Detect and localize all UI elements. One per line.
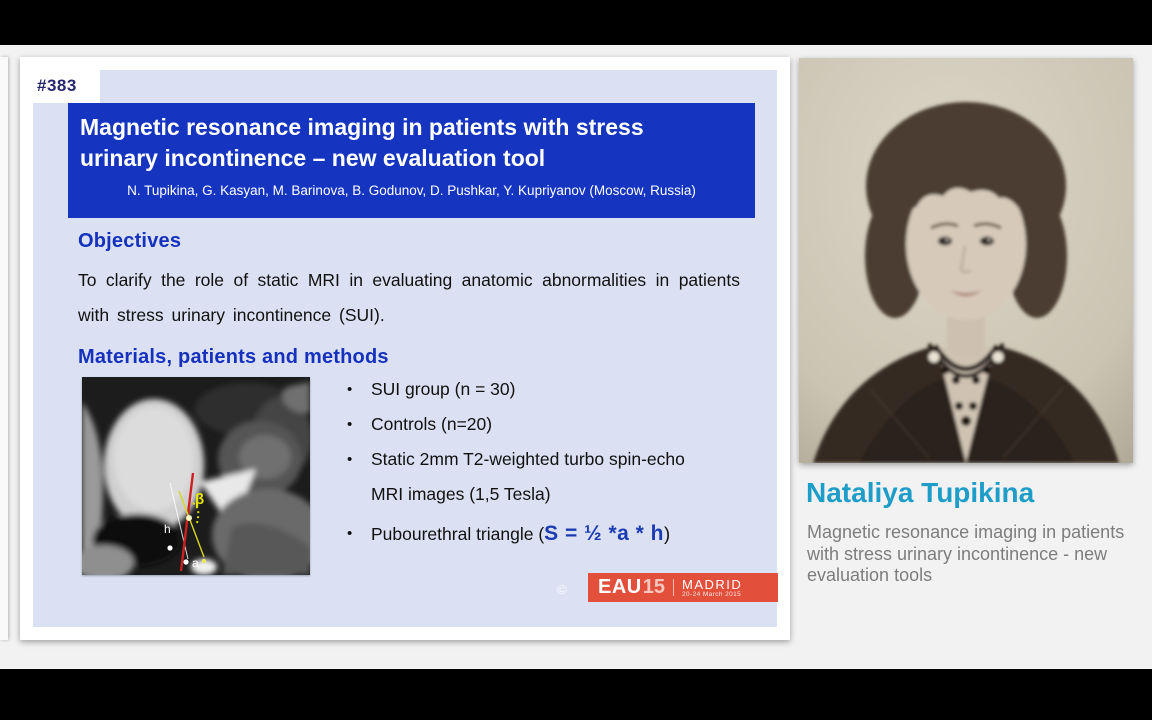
bullet-icon: • <box>347 416 353 433</box>
bullet-icon: • <box>347 381 353 398</box>
list-item <box>347 516 757 552</box>
methods-bullet-list <box>347 372 757 552</box>
methods-heading: Materials, patients and methods <box>78 346 389 368</box>
slide-authors: N. Tupikina, G. Kasyan, M. Barinova, B. Godunov, D. Pushkar, Y. Kupriyanov (Moscow, Russia) <box>127 183 696 198</box>
slide-surface <box>33 70 777 627</box>
slide-title: Magnetic resonance imaging in patients with stress urinary incontinence – new evaluation tool <box>80 114 644 171</box>
objectives-body: To clarify the role of static MRI in evaluating anatomic abnormalities in patients with stress urinary incontinence (SUI). <box>78 270 740 325</box>
slide-card <box>20 57 790 640</box>
list-item <box>347 407 757 442</box>
bullet-icon: • <box>347 451 353 468</box>
objectives-heading: Objectives <box>78 230 182 252</box>
bullet-text <box>371 516 670 552</box>
bullet-text: Controls (n=20) <box>371 414 493 434</box>
triangle-bullet-suffix: ) <box>663 523 671 544</box>
list-item <box>347 442 757 512</box>
previous-slide-edge <box>0 57 8 640</box>
eau-congress-logo <box>588 573 778 602</box>
eau-logo-year: 15 <box>642 576 665 598</box>
bullet-text: Static 2mm T2-weighted turbo spin-echo MRI images (1,5 Tesla) <box>371 449 685 504</box>
bottom-letterbox-bar <box>0 669 1152 720</box>
mri-a-label: a <box>192 556 199 570</box>
mri-sagittal-image <box>82 377 310 575</box>
eau-logo-location <box>682 578 742 598</box>
bullet-icon: • <box>347 525 353 542</box>
eau-city: MADRID <box>681 576 743 592</box>
slide-title-box <box>68 103 755 218</box>
mri-beta-label: β <box>195 491 205 508</box>
top-letterbox-bar <box>0 0 1152 45</box>
bullet-text: SUI group (n = 30) <box>371 379 516 399</box>
list-item <box>347 372 757 407</box>
triangle-bullet-prefix: Pubourethral triangle ( <box>371 524 545 544</box>
abstract-number-tab: #383 <box>33 70 100 103</box>
eau-logo-text: EAU <box>598 576 642 598</box>
speaker-talk-title: Magnetic resonance imaging in patients with stress urinary incontinence - new evaluation tools <box>807 522 1125 585</box>
speaker-portrait-photo <box>799 58 1133 463</box>
mri-h-label: h <box>164 522 171 536</box>
pubourethral-formula: S = ½ *a * h <box>544 522 664 545</box>
speaker-name: Nataliya Tupikina <box>806 477 1035 508</box>
copyright-icon: © <box>557 582 567 597</box>
logo-divider <box>673 579 674 596</box>
eau-dates: 20-24 March 2015 <box>681 590 742 598</box>
